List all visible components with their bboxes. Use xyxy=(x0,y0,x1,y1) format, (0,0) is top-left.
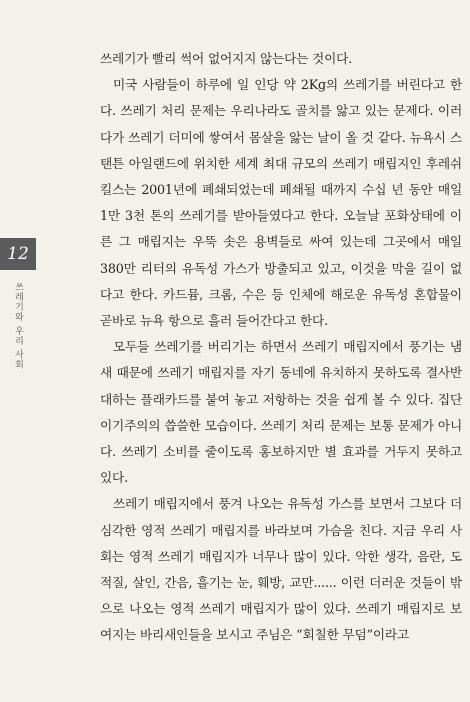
paragraph-3: 모두들 쓰레기를 버리기는 하면서 쓰레기 매립지에서 풍기는 냄새 때문에 쓰레기 매립지를 자기 동네에 유치하지 못하도록 결사반대하는 플래카드를 붙여 놓고 저항하는 것을 쉽게 볼 수 있다. 집단 이기주의의 씁쓸한 모습이다. 쓰레기 처리 문제는 보통 문제가 아니다. 쓰레기 소비를 줄이도록 홍보하지만 별 효과를 거두지 못하고 있다. xyxy=(100,339,462,486)
paragraph-4: 쓰레기 매립지에서 풍겨 나오는 유독성 가스를 보면서 그보다 더 심각한 영적 쓰레기 매립지를 바라보며 가슴을 친다. 지금 우리 사회는 영적 쓰레기 매립지가 너무나 많이 있다. 악한 생각, 음란, 도적질, 살인, 간음, 흘기는 눈, 훼방, 교만...... 이런 더러운 것들이 밖으로 나오는 영적 쓰레기 매립지가 많이 있다. 쓰레기 매립지로 보여지는 바리새인들을 보시고 주님은 “회칠한 무덤”이라고 xyxy=(100,496,462,643)
body-text xyxy=(100,46,462,649)
running-title: 쓰레기와 우리 사회 xyxy=(13,282,23,370)
page-number-tab xyxy=(0,238,36,270)
paragraph-1: 쓰레기가 빨리 썩어 없어지지 않는다는 것이다. xyxy=(100,51,353,66)
page-number: 12 xyxy=(7,244,29,264)
paragraph-2: 미국 사람들이 하루에 일 인당 약 2Kg의 쓰레기를 버린다고 한다. 쓰레기 처리 문제는 우리나라도 골치를 앓고 있는 문제다. 이러다가 쓰레기 더미에 쌓여서 몸살을 앓는 날이 올 것 같다. 뉴욕시 스탠튼 아일랜드에 위치한 세계 최대 규모의 쓰레기 매립지인 후레쉬 킬스는 2001년에 폐쇄되었는데 폐쇄될 때까지 수십 년 동안 매일 1만 3천 톤의 쓰레기를 받아들였다고 한다. 오늘날 포화상태에 이른 그 매립지는 우뚝 솟은 용벽들로 싸여 있는데 그곳에서 매일 380만 리터의 유독성 가스가 방출되고 있고, 이것을 막을 길이 없다고 한다. 카드뮴, 크롬, 수은 등 인체에 해로운 유독성 혼합물이 곧바로 뉴욕 항으로 흘러 들어간다고 한다. xyxy=(100,77,462,329)
